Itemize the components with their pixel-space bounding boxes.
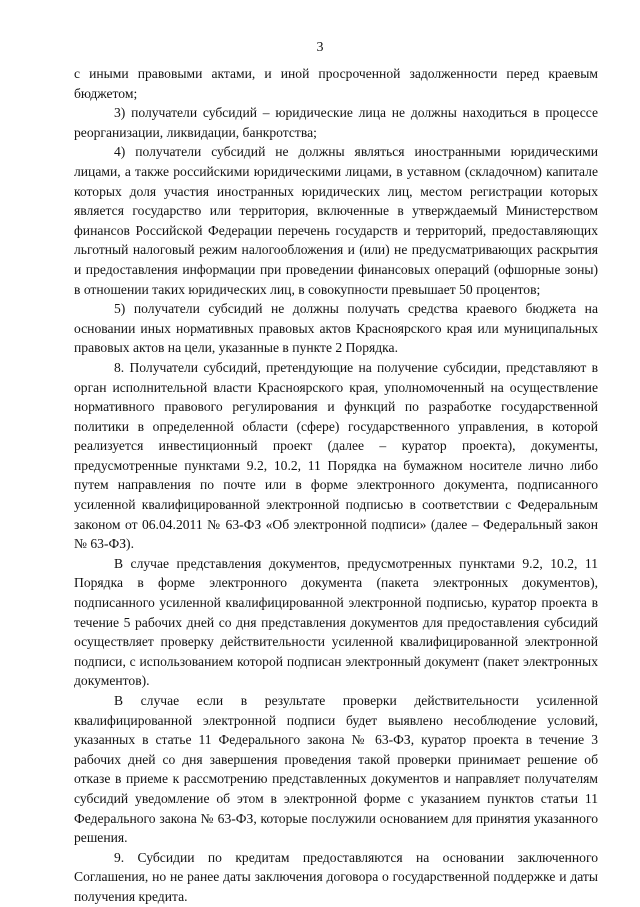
- paragraph-clause-8: 8. Получатели субсидий, претендующие на получение субсидии, представляют в орган исполнительной власти Красноярского края, уполномоченный на осуществление нормативного правового регулирования и функций по разработке государственной политики в определенной области (сфере) государственного управления, в которой реализуется инвестиционный проект (далее – куратор проекта), документы, предусмотренные пунктами 9.2, 10.2, 11 Порядка на бумажном носителе лично либо путем направления по почте или в форме электронного документа, подписанного усиленной квалифицированной электронной подписью в соответствии с Федеральным законом от 06.04.2011 № 63-ФЗ «Об электронной подписи» (далее – Федеральный закон № 63-ФЗ).: [74, 359, 598, 552]
- document-body: [74, 64, 598, 907]
- paragraph-item-5: 5) получатели субсидий не должны получать средства краевого бюджета на основании иных нормативных правовых актов Красноярского края или муниципальных правовых актов на цели, указанные в пункте 2 Порядка.: [74, 301, 598, 356]
- paragraph-item-3: 3) получатели субсидий – юридические лица не должны находиться в процессе реорганизации, ликвидации, банкротства;: [74, 105, 598, 140]
- paragraph-continuation: с иными правовыми актами, и иной просроченной задолженности перед краевым бюджетом;: [74, 66, 598, 101]
- paragraph-item-4: 4) получатели субсидий не должны являться иностранными юридическими лицами, а также российскими юридическими лицами, в уставном (складочном) капитале которых доля участия иностранных юридических лиц, местом регистрации которых является государство или территория, включенные в утверждаемый Министерством финансов Российской Федерации перечень государств и территорий, предоставляющих льготный налоговый режим налогообложения и (или) не предусматривающих раскрытия и предоставления информации при проведении финансовых операций (офшорные зоны) в отношении таких юридических лиц, в совокупности превышает 50 процентов;: [74, 144, 598, 297]
- page-number: 3: [316, 40, 324, 55]
- paragraph-electronic-submission: В случае представления документов, предусмотренных пунктами 9.2, 10.2, 11 Порядка в форме электронного документа (пакета электронных документов), подписанного усиленной квалифицированной электронной подписью, куратор проекта в течение 5 рабочих дней со дня представления документов для предоставления субсидий осуществляет проверку действительности усиленной квалифицированной электронной подписи, с использованием которой подписан электронный документ (пакет электронных документов).: [74, 555, 598, 689]
- paragraph-clause-9: 9. Субсидии по кредитам предоставляются на основании заключенного Соглашения, но не ранее даты заключения договора о государственной поддержке и даты получения кредита.: [74, 849, 598, 904]
- paragraph-signature-check-failure: В случае если в результате проверки действительности усиленной квалифицированной электронной подписи будет выявлено несоблюдение условий, указанных в статье 11 Федерального закона № 63-ФЗ, куратор проекта в течение 3 рабочих дней со дня завершения проведения такой проверки принимает решение об отказе в приеме к рассмотрению представленных документов и направляет получателям субсидий уведомление об этом в электронной форме с указанием пунктов статьи 11 Федерального закона № 63-ФЗ, которые послужили основанием для принятия указанного решения.: [74, 693, 598, 846]
